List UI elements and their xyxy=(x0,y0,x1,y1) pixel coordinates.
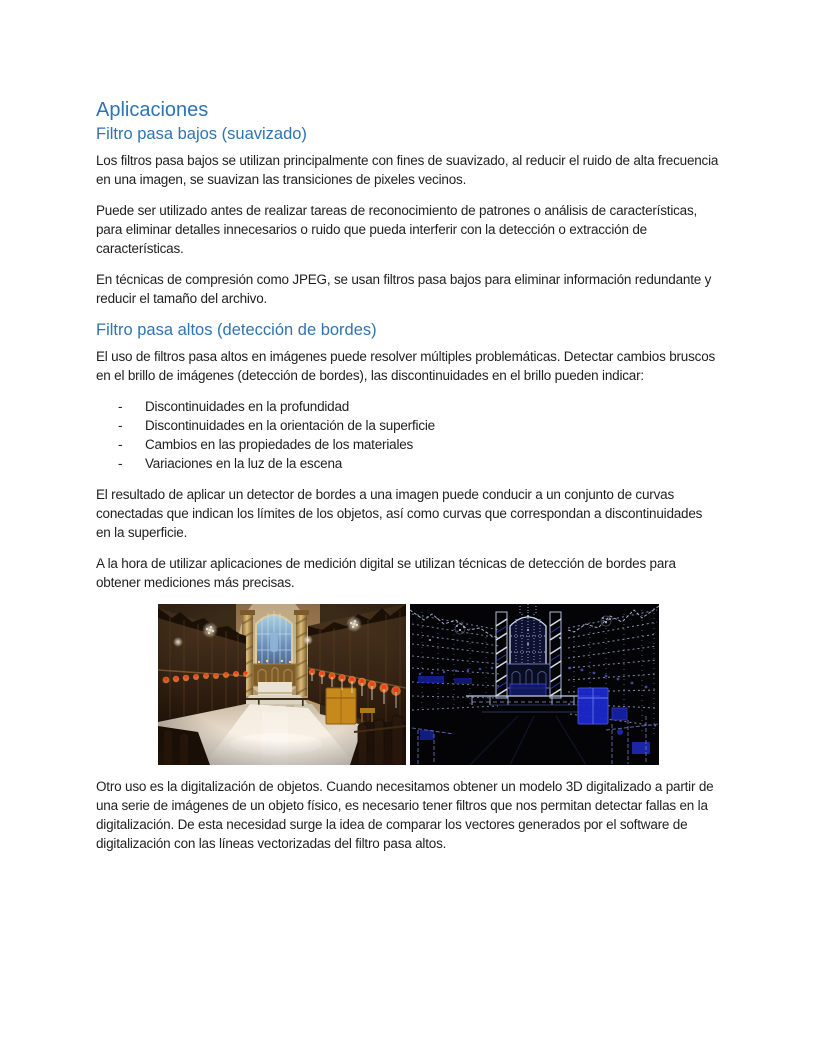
dash-bullet: - xyxy=(118,418,123,433)
list-item-label: Variaciones en la luz de la escena xyxy=(145,456,343,471)
heading-high-pass: Filtro pasa altos (detección de bordes) xyxy=(96,321,377,339)
list-item xyxy=(96,397,720,416)
list-item-label: Cambios en las propiedades de los materiales xyxy=(145,437,414,452)
cathedral-photo-edge-filtered-art xyxy=(410,604,659,765)
discontinuity-list xyxy=(96,397,720,473)
paragraph-low-pass-2: Puede ser utilizado antes de realizar tareas de reconocimiento de patrones o análisis de características, para eliminar detalles innecesarios o ruido que pueda interferir con la detección o extracción de características. xyxy=(96,203,698,256)
paragraph-low-pass-3: En técnicas de compresión como JPEG, se usan filtros pasa bajos para eliminar información redundante y reducir el tamaño del archivo. xyxy=(96,272,712,306)
paragraph-high-pass-4: Otro uso es la digitalización de objetos. Cuando necesitamos obtener un modelo 3D digitalizado a partir de una serie de imágenes de un objeto físico, es necesario tener filtros que nos permitan detectar fallas en la digitalización. De esta necesidad surge la idea de comparar los vectores generados por el software de digitalización con las líneas vectorizadas del filtro pasa altos. xyxy=(96,779,714,851)
dash-bullet: - xyxy=(118,399,123,414)
list-item-label: Discontinuidades en la profundidad xyxy=(145,399,350,414)
paragraph-high-pass-3: A la hora de utilizar aplicaciones de medición digital se utilizan técnicas de detección de bordes para obtener mediciones más precisas. xyxy=(96,556,676,590)
list-item-label: Discontinuidades en la orientación de la superficie xyxy=(145,418,435,433)
cathedral-photo-original-art xyxy=(158,604,406,765)
list-item xyxy=(96,416,720,435)
list-item xyxy=(96,454,720,473)
cathedral-photo-edge-filtered xyxy=(410,604,659,765)
page-title: Aplicaciones xyxy=(96,99,209,121)
list-item xyxy=(96,435,720,454)
dash-bullet: - xyxy=(118,437,123,452)
paragraph-high-pass-intro: El uso de filtros pasa altos en imágenes puede resolver múltiples problemáticas. Detectar cambios bruscos en el brillo de imágenes (detección de bordes), las discontinuidades en el brillo pueden indicar: xyxy=(96,349,716,383)
figure-pair xyxy=(96,604,720,765)
heading-low-pass: Filtro pasa bajos (suavizado) xyxy=(96,125,307,143)
paragraph-high-pass-2: El resultado de aplicar un detector de bordes a una imagen puede conducir a un conjunto de curvas conectadas que indican los límites de los objetos, así como curvas que correspondan a discontinuidades en la superficie. xyxy=(96,487,703,540)
paragraph-low-pass-1: Los filtros pasa bajos se utilizan principalmente con fines de suavizado, al reducir el ruido de alta frecuencia en una imagen, se suavizan las transiciones de pixeles vecinos. xyxy=(96,153,719,187)
dash-bullet: - xyxy=(118,456,123,471)
cathedral-photo-original xyxy=(158,604,406,765)
